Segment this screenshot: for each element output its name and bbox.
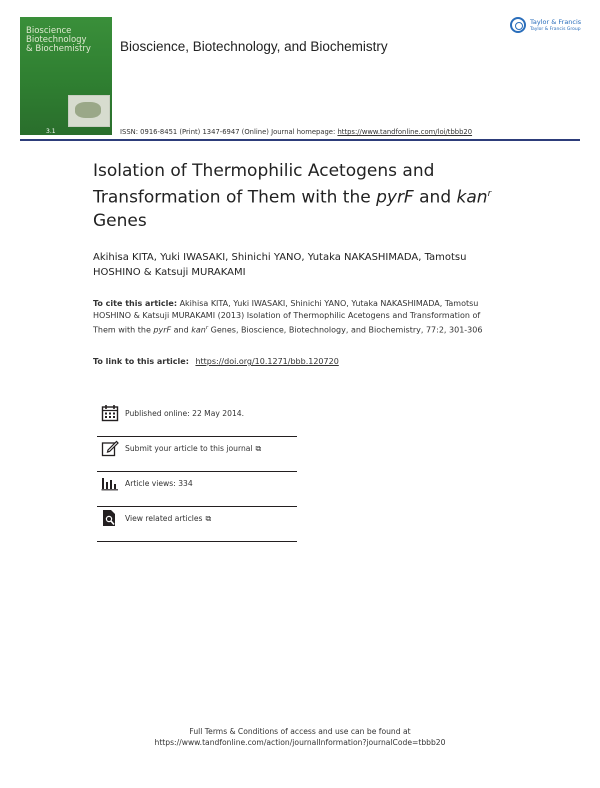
published-online-text: Published online: 22 May 2014. <box>125 409 245 418</box>
title-superscript: r <box>487 189 492 199</box>
journal-homepage-link[interactable]: https://www.tandfonline.com/loi/tbbb20 <box>337 128 473 136</box>
article-views-text: Article views: 334 <box>125 479 193 488</box>
external-link-icon: ⧉ <box>255 444 262 453</box>
submit-article-link[interactable] <box>125 444 261 454</box>
doi-link[interactable]: https://doi.org/10.1271/bbb.120720 <box>195 357 339 366</box>
title-gene-pyrf: pyrF <box>376 187 414 208</box>
journal-title: Bioscience, Biotechnology, and Biochemistry <box>120 39 388 54</box>
title-text: and <box>413 187 457 208</box>
title-text: Genes <box>93 210 147 231</box>
citation-gene-kan: kan <box>191 326 206 336</box>
cover-title-line: Biotechnology <box>26 35 87 45</box>
footer-terms <box>0 726 600 748</box>
publisher-logo-line: Taylor & Francis Group <box>530 27 581 32</box>
related-articles-row[interactable] <box>97 507 297 542</box>
publisher-logo-line: Taylor & Francis <box>530 18 582 26</box>
edit-icon <box>101 439 119 457</box>
citation-superscript: r <box>205 325 209 332</box>
journal-cover-image <box>20 17 112 135</box>
submit-article-label: Submit your article to this journal <box>125 444 253 453</box>
document-search-icon <box>101 509 119 527</box>
cover-title <box>26 27 108 54</box>
citation-label: To cite this article: <box>93 299 178 308</box>
citation-block <box>93 298 493 337</box>
citation-text: and <box>171 326 192 336</box>
bar-chart-icon <box>101 474 119 492</box>
external-link-icon: ⧉ <box>205 514 212 523</box>
article-title <box>93 160 523 233</box>
title-gene-kan: kan <box>456 187 488 208</box>
cover-issue-number: 3.1 <box>46 128 56 135</box>
publisher-logo-text <box>530 19 581 33</box>
related-articles-label: View related articles <box>125 514 203 523</box>
citation-text: Akihisa KITA, Yuki IWASAKI, Shinichi YANO, Yutaka NAKASHIMADA, Tamotsu HOSHINO & Katsuji MURAKAMI (2013) Isolation of Thermophilic Acetogens and Transformation of Them with the <box>93 299 481 336</box>
cover-photo <box>68 95 110 127</box>
citation-text: Genes, Bioscience, Biotechnology, and Biochemistry, 77:2, 301-306 <box>208 326 483 336</box>
article-views-row <box>97 472 297 507</box>
calendar-icon <box>101 404 119 422</box>
submit-article-row[interactable] <box>97 437 297 472</box>
issn-text: ISSN: 0916-8451 (Print) 1347-6947 (Online) Journal homepage: <box>120 128 336 136</box>
publisher-logo <box>510 17 582 37</box>
footer-line1: Full Terms & Conditions of access and use can be found at <box>189 727 411 736</box>
publisher-logo-icon <box>510 17 526 33</box>
author-list: Akihisa KITA, Yuki IWASAKI, Shinichi YANO, Yutaka NAKASHIMADA, Tamotsu HOSHINO & Katsuji MURAKAMI <box>93 252 467 278</box>
header-divider <box>20 139 580 141</box>
issn-line <box>120 128 472 136</box>
published-online-row <box>97 402 297 437</box>
title-text: Isolation of Thermophilic Acetogens and Transformation of Them with the <box>93 161 435 208</box>
footer-terms-link[interactable]: https://www.tandfonline.com/action/journalInformation?journalCode=tbbb20 <box>154 738 446 747</box>
cover-title-line: & Biochemistry <box>26 44 91 54</box>
cover-title-line: Bioscience <box>26 26 72 36</box>
related-articles-link[interactable] <box>125 514 211 524</box>
link-label: To link to this article: <box>93 357 189 366</box>
citation-gene-pyrf: pyrF <box>153 326 172 336</box>
article-link-row <box>93 357 339 366</box>
